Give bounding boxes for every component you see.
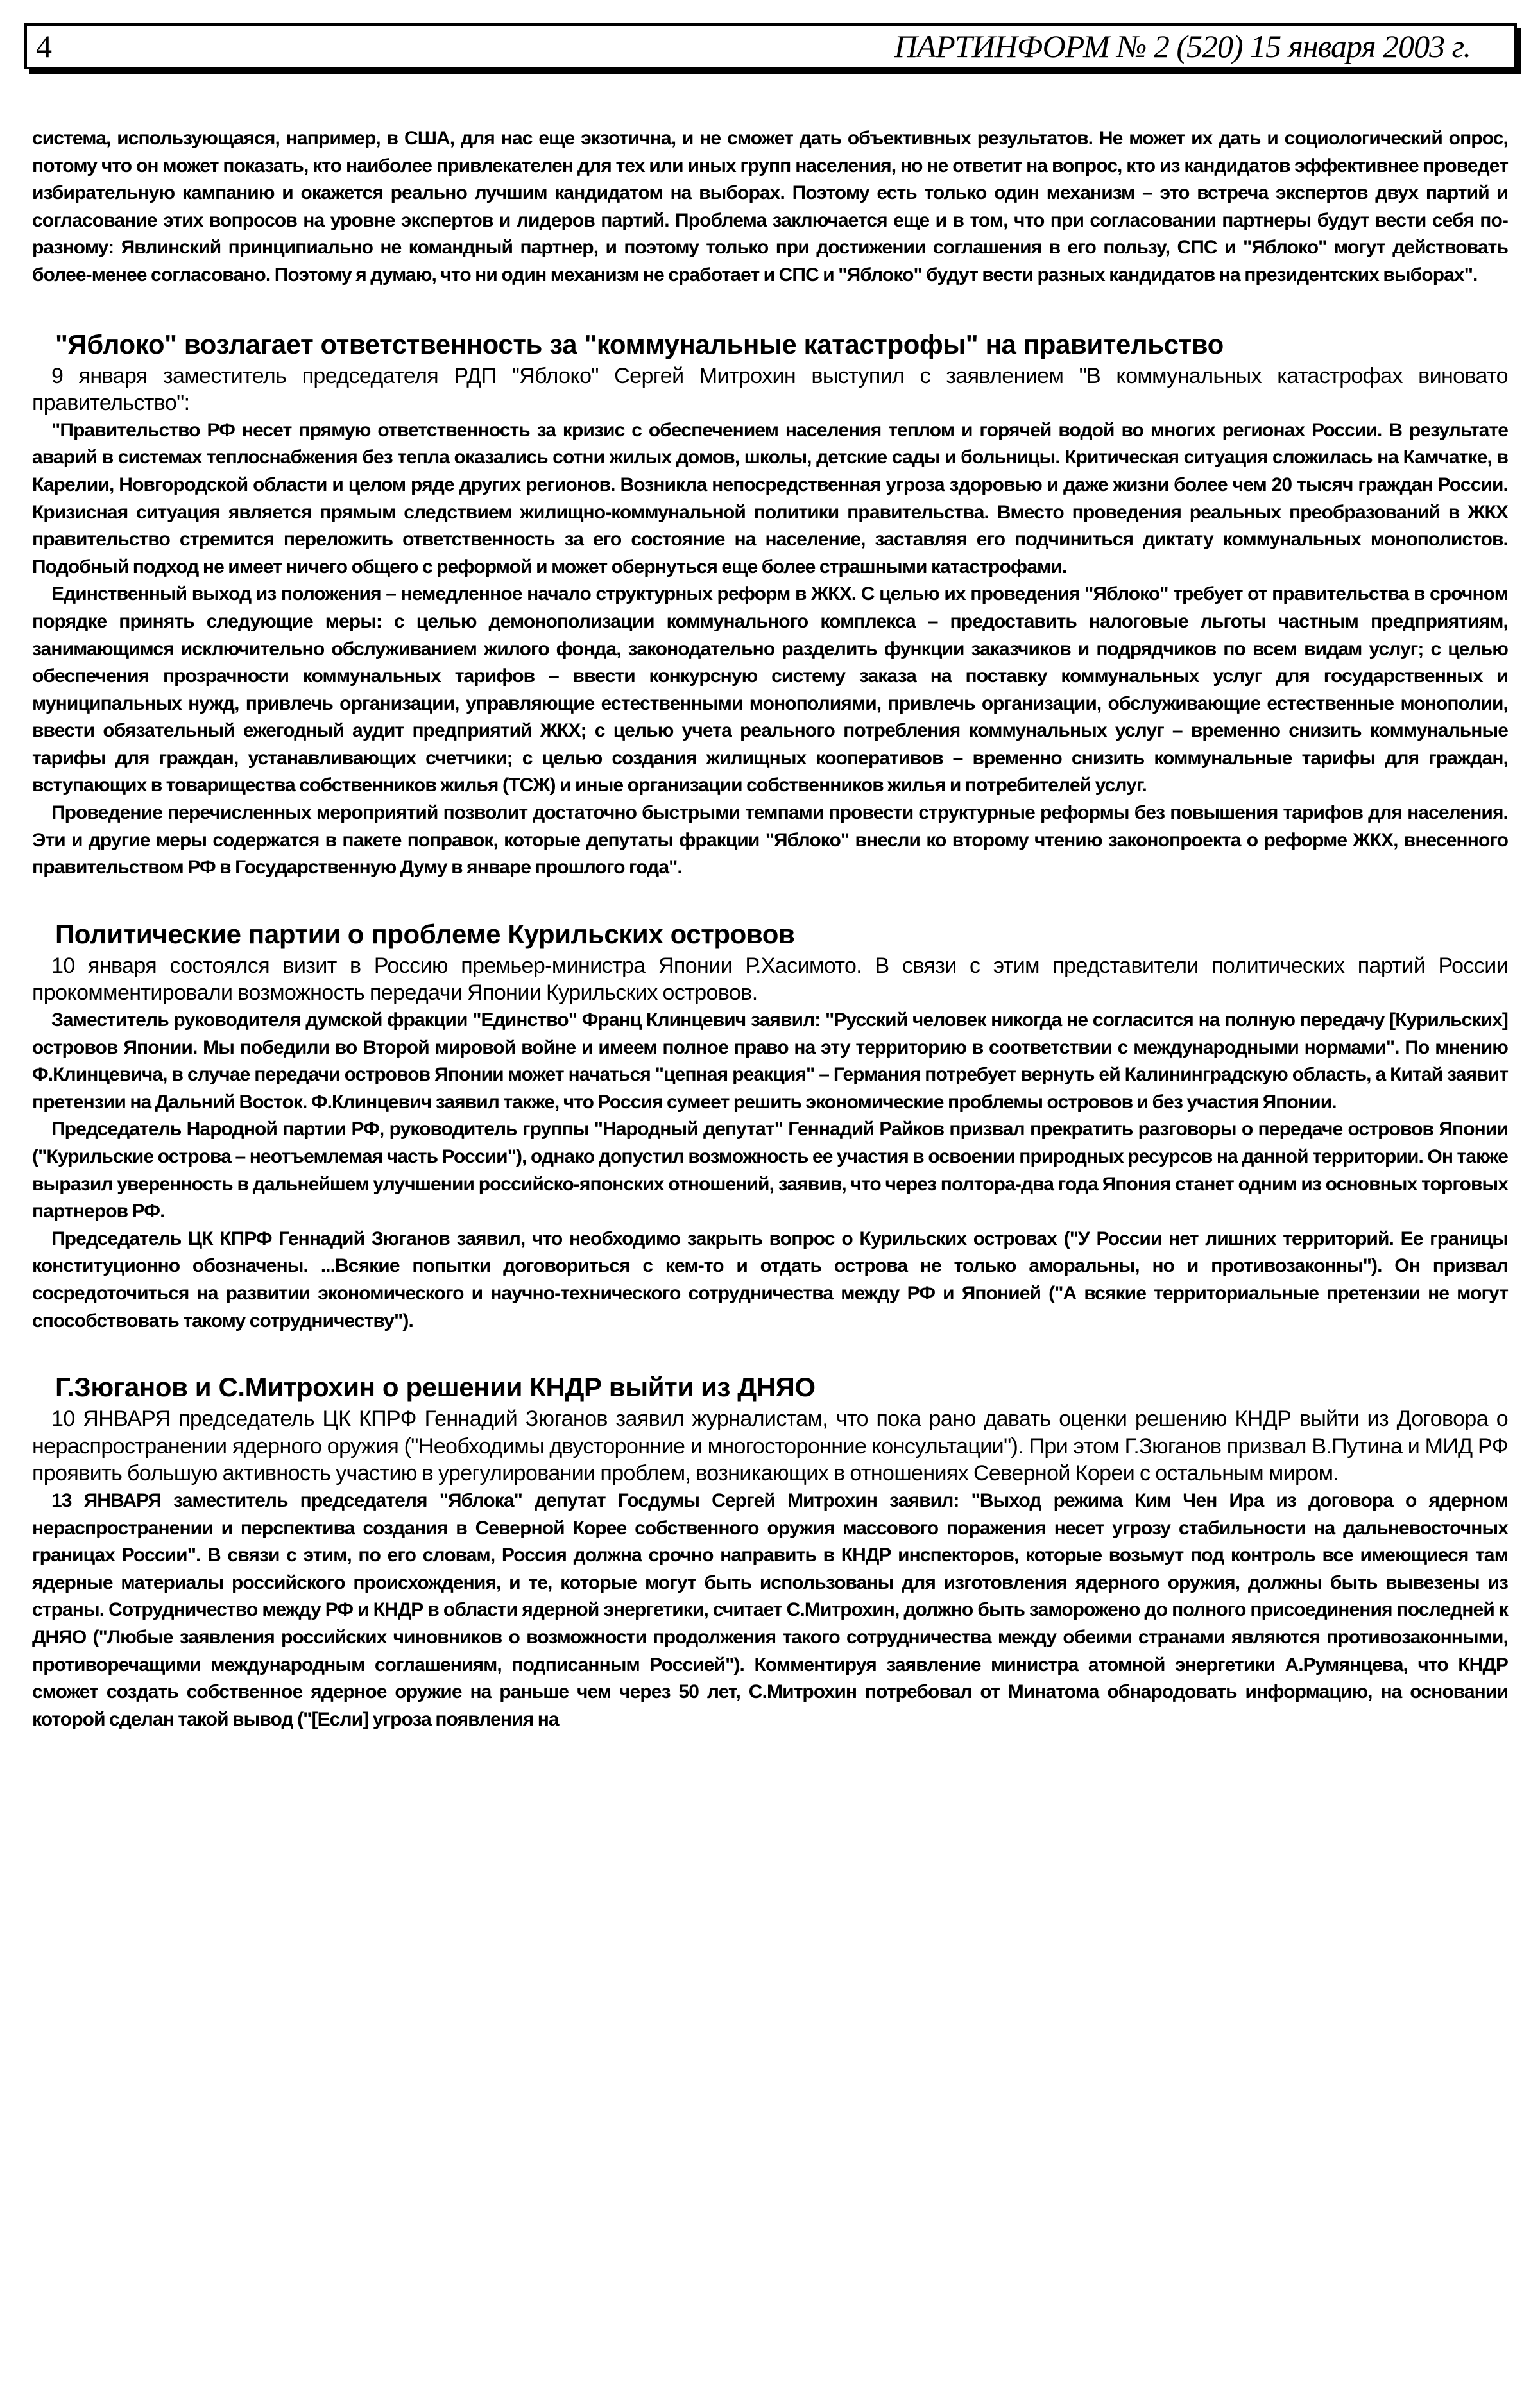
article-paragraph: 13 ЯНВАРЯ заместитель председателя "Яблока" депутат Госдумы Сергей Митрохин заявил: "Выход режима Ким Чен Ира из договора о ядерном нераспространении и перспектива создания в Северной Корее собственного оружия массового поражения несет угрозу стабильности на дальневосточных границах России". В связи с этим, по его словам, Россия должна срочно направить в КНДР инспекторов, которые возьмут под контроль все имеющиеся там ядерные материалы российского происхождения, и те, которые могут быть использованы для изготовления ядерного оружия, должны быть вывезены из страны. Сотрудничество между РФ и КНДР в области ядерной энергетики, считает С.Митрохин, должно быть заморожено до полного присоединения последней к ДНЯО ("Любые заявления российских чиновников о возможности продолжения такого сотрудничества между обеими странами являются противозаконными, противоречащими международным соглашениям, подписанным Россией"). Комментируя заявление министра атомной энергетики А.Румянцева, что КНДР сможет создать собственное ядерное оружие на раньше чем через 50 лет, С.Митрохин потребовал от Минатома обнародовать информацию, на основании которой сделан такой вывод ("[Если] угроза появления на	[32, 1489, 1508, 1730]
masthead: ПАРТИНФОРМ № 2 (520) 15 января 2003 г.	[894, 28, 1471, 64]
article-lead: 9 января заместитель председателя РДП "Яблоко" Сергей Митрохин выступил с заявлением "В коммунальных катастрофах виновато правительство":	[32, 363, 1508, 416]
article-paragraph: "Правительство РФ несет прямую ответственность за кризис с обеспечением населения теплом и горячей водой во многих регионах России. В результате аварий в системах теплоснабжения без тепла оказались сотни жилых домов, школы, детские сады и больницы. Критическая ситуация сложилась на Камчатке, в Карелии, Новгородской области и целом ряде других регионов. Возникла непосредственная угроза здоровью и даже жизни более чем 20 тысяч граждан России. Кризисная ситуация является прямым следствием жилищно-коммунальной политики правительства. Вместо проведения реальных преобразований в ЖКХ правительство стремится переложить ответственность за его состояние на население, заставляя его подчиниться диктату коммунальных монополистов. Подобный подход не имеет ничего общего с реформой и может обернуться еще более страшными катастрофами.	[32, 419, 1508, 578]
article-title: "Яблоко" возлагает ответственность за "коммунальные катастрофы" на правительство	[55, 329, 1224, 359]
article-paragraph: Единственный выход из положения – немедленное начало структурных реформ в ЖКХ. С целью их проведения "Яблоко" требует от правительства в срочном порядке принять следующие меры: с целью демонополизации коммунального комплекса – предоставить налоговые льготы частным предприятиям, занимающимся исключительно обслуживанием жилого фонда, законодательно разделить функции заказчиков и подрядчиков по всем видам услуг; с целью обеспечения прозрачности коммунальных тарифов – ввести конкурсную систему заказа на поставку коммунальных услуг для государственных и муниципальных нужд, привлечь организации, управляющие естественными монополиями, привлечь организации, обслуживающие естественные монополии, ввести обязательный ежегодный аудит предприятий ЖКХ; с целью учета реального потребления коммунальных услуг – временно снизить коммунальные тарифы для граждан, устанавливающих счетчики; с целью создания жилищных кооперативов – временно снизить коммунальные тарифы для граждан, вступающих в товарищества собственников жилья (ТСЖ) и иные организации собственников жилья и потребителей услуг.	[32, 583, 1508, 796]
article-title: Политические партии о проблеме Курильских островов	[55, 918, 795, 949]
article-paragraph: Председатель ЦК КПРФ Геннадий Зюганов заявил, что необходимо закрыть вопрос о Курильских островах ("У России нет лишних территорий. Ее границы конституционно обозначены. ...Всякие попытки договориться с кем-то и отдать острова не только аморальны, но и противозаконны"). Он призвал сосредоточиться на развитии экономического и научно-технического сотрудничества между РФ и Японией ("А всякие территориальные претензии не могут способствовать такому сотрудничеству").	[32, 1228, 1508, 1332]
page-header	[24, 23, 1517, 69]
article-body	[32, 125, 1508, 1733]
article-lead: 10 января состоялся визит в Россию премьер-министра Японии Р.Хасимото. В связи с этим представители политических партий России прокомментировали возможность передачи Японии Курильских островов.	[32, 953, 1508, 1006]
article-paragraph: Заместитель руководителя думской фракции "Единство" Франц Клинцевич заявил: "Русский человек никогда не согласится на полную передачу [Курильских] островов Японии. Мы победили во Второй мировой войне и имеем полное право на эту территорию в соответствии с международными нормами". По мнению Ф.Клинцевича, в случае передачи островов Японии может начаться "цепная реакция" – Германия потребует вернуть ей Калининградскую область, а Китай заявит претензии на Дальний Восток. Ф.Клинцевич заявил также, что Россия сумеет решить экономические проблемы островов и без участия Японии.	[32, 1009, 1508, 1113]
article-title: Г.Зюганов и С.Митрохин о решении КНДР выйти из ДНЯО	[55, 1372, 816, 1403]
article-lead: 10 ЯНВАРЯ председатель ЦК КПРФ Геннадий Зюганов заявил журналистам, что пока рано давать оценки решению КНДР выйти из Договора о нераспространении ядерного оружия ("Необходимы двусторонние и многосторонние консультации"). При этом Г.Зюганов призвал В.Путина и МИД РФ проявить большую активность участию в урегулировании проблем, возникающих в отношениях Северной Кореи с остальным миром.	[32, 1407, 1508, 1486]
article-kuril-islands	[32, 918, 1508, 1335]
article-yabloko-communal	[32, 328, 1508, 882]
intro-paragraph: система, использующаяся, например, в США, для нас еще экзотична, и не сможет дать объективных результатов. Не может их дать и социологический опрос, потому что он может показать, кто наиболее привлекателен для тех или иных групп населения, но не ответит на вопрос, кто из кандидатов эффективнее проведет избирательную кампанию и окажется реально лучшим кандидатом на выборах. Поэтому есть только один механизм – это встреча экспертов двух партий и согласование этих вопросов на уровне экспертов и лидеров партий. Проблема заключается еще и в том, что при согласовании партнеры будут вести себя по-разному: Явлинский принципиально не командный партнер, и поэтому только при достижении соглашения в его пользу, СПС и "Яблоко" могут действовать более-менее согласовано. Поэтому я думаю, что ни один механизм не сработает и СПС и "Яблоко" будут вести разных кандидатов на президентских выборах".	[32, 128, 1508, 286]
article-paragraph: Проведение перечисленных мероприятий позволит достаточно быстрыми темпами провести структурные реформы без повышения тарифов для населения. Эти и другие меры содержатся в пакете поправок, которые депутаты фракции "Яблоко" внесли ко второму чтению законопроекта о реформе ЖКХ, внесенного правительством РФ в Государственную Думу в январе прошлого года".	[32, 802, 1508, 878]
page-number: 4	[36, 28, 52, 64]
article-dprk-npt	[32, 1371, 1508, 1733]
article-paragraph: Председатель Народной партии РФ, руководитель группы "Народный депутат" Геннадий Райков призвал прекратить разговоры о передаче островов Японии ("Курильские острова – неотъемлемая часть России"), однако допустил возможность ее участия в освоении природных ресурсов на данной территории. Он также выразил уверенность в дальнейшем улучшении российско-японских отношений, заявив, что через полтора-два года Япония станет одним из основных торговых партнеров РФ.	[32, 1118, 1508, 1222]
